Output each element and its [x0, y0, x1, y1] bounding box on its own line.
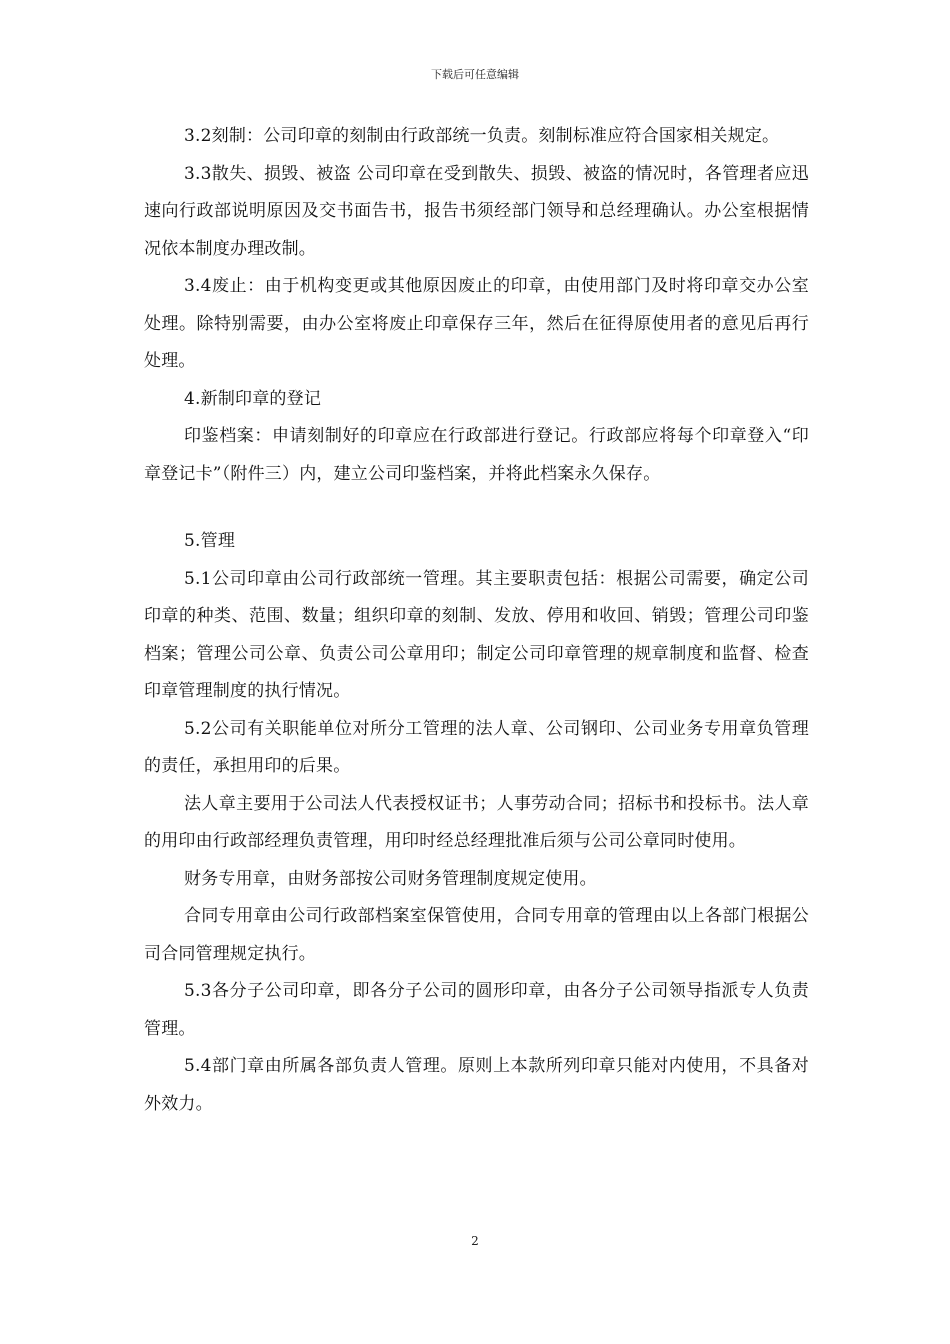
- paragraph-contract-seal: 合同专用章由公司行政部档案室保管使用，合同专用章的管理由以上各部门根据公司合同管理规定执行。: [144, 906, 809, 964]
- document-body: [144, 118, 809, 1123]
- paragraph-5-2: 5.2公司有关职能单位对所分工管理的法人章、公司钢印、公司业务专用章负管理的责任，承担用印的后果。: [144, 718, 809, 776]
- paragraph-3-3-loss: 3.3散失、损毁、被盗 公司印章在受到散失、损毁、被盗的情况时，各管理者应迅速向行政部说明原因及交书面告书，报告书须经部门领导和总经理确认。办公室根据情况依本制度办理改制。: [144, 163, 809, 259]
- page-header: 下载后可任意编辑: [431, 68, 519, 81]
- blank-line: [144, 493, 809, 523]
- paragraph-3-4-abolish: 3.4废止：由于机构变更或其他原因废止的印章，由使用部门及时将印章交办公室处理。除特别需要，由办公室将废止印章保存三年，然后在征得原使用者的意见后再行处理。: [144, 276, 809, 371]
- paragraph-seal-archive: 印鉴档案：申请刻制好的印章应在行政部进行登记。行政部应将每个印章登入“印章登记卡”（附件三）内，建立公司印鉴档案，并将此档案永久保存。: [144, 426, 809, 484]
- paragraph-legal-seal: 法人章主要用于公司法人代表授权证书；人事劳动合同；招标书和投标书。法人章的用印由行政部经理负责管理，用印时经总经理批准后须与公司公章同时使用。: [144, 793, 809, 851]
- section-heading-5: 5.管理: [184, 531, 236, 551]
- paragraph-finance-seal: 财务专用章，由财务部按公司财务管理制度规定使用。: [184, 868, 597, 889]
- paragraph-3-2-engraving: 3.2刻制：公司印章的刻制由行政部统一负责。刻制标准应符合国家相关规定。: [184, 126, 780, 146]
- paragraph-5-4: 5.4部门章由所属各部负责人管理。原则上本款所列印章只能对内使用，不具备对外效力。: [144, 1056, 809, 1114]
- section-heading-4: 4.新制印章的登记: [184, 388, 322, 409]
- paragraph-5-1: 5.1公司印章由公司行政部统一管理。其主要职责包括：根据公司需要，确定公司印章的种类、范围、数量；组织印章的刻制、发放、停用和收回、销毁；管理公司印鉴档案；管理公司公章、负责公司公章用印；制定公司印章管理的规章制度和监督、检查印章管理制度的执行情况。: [144, 568, 809, 701]
- page-number: 2: [471, 1234, 479, 1248]
- paragraph-5-3: 5.3各分子公司印章，即各分子公司的圆形印章，由各分子公司领导指派专人负责管理。: [144, 981, 809, 1039]
